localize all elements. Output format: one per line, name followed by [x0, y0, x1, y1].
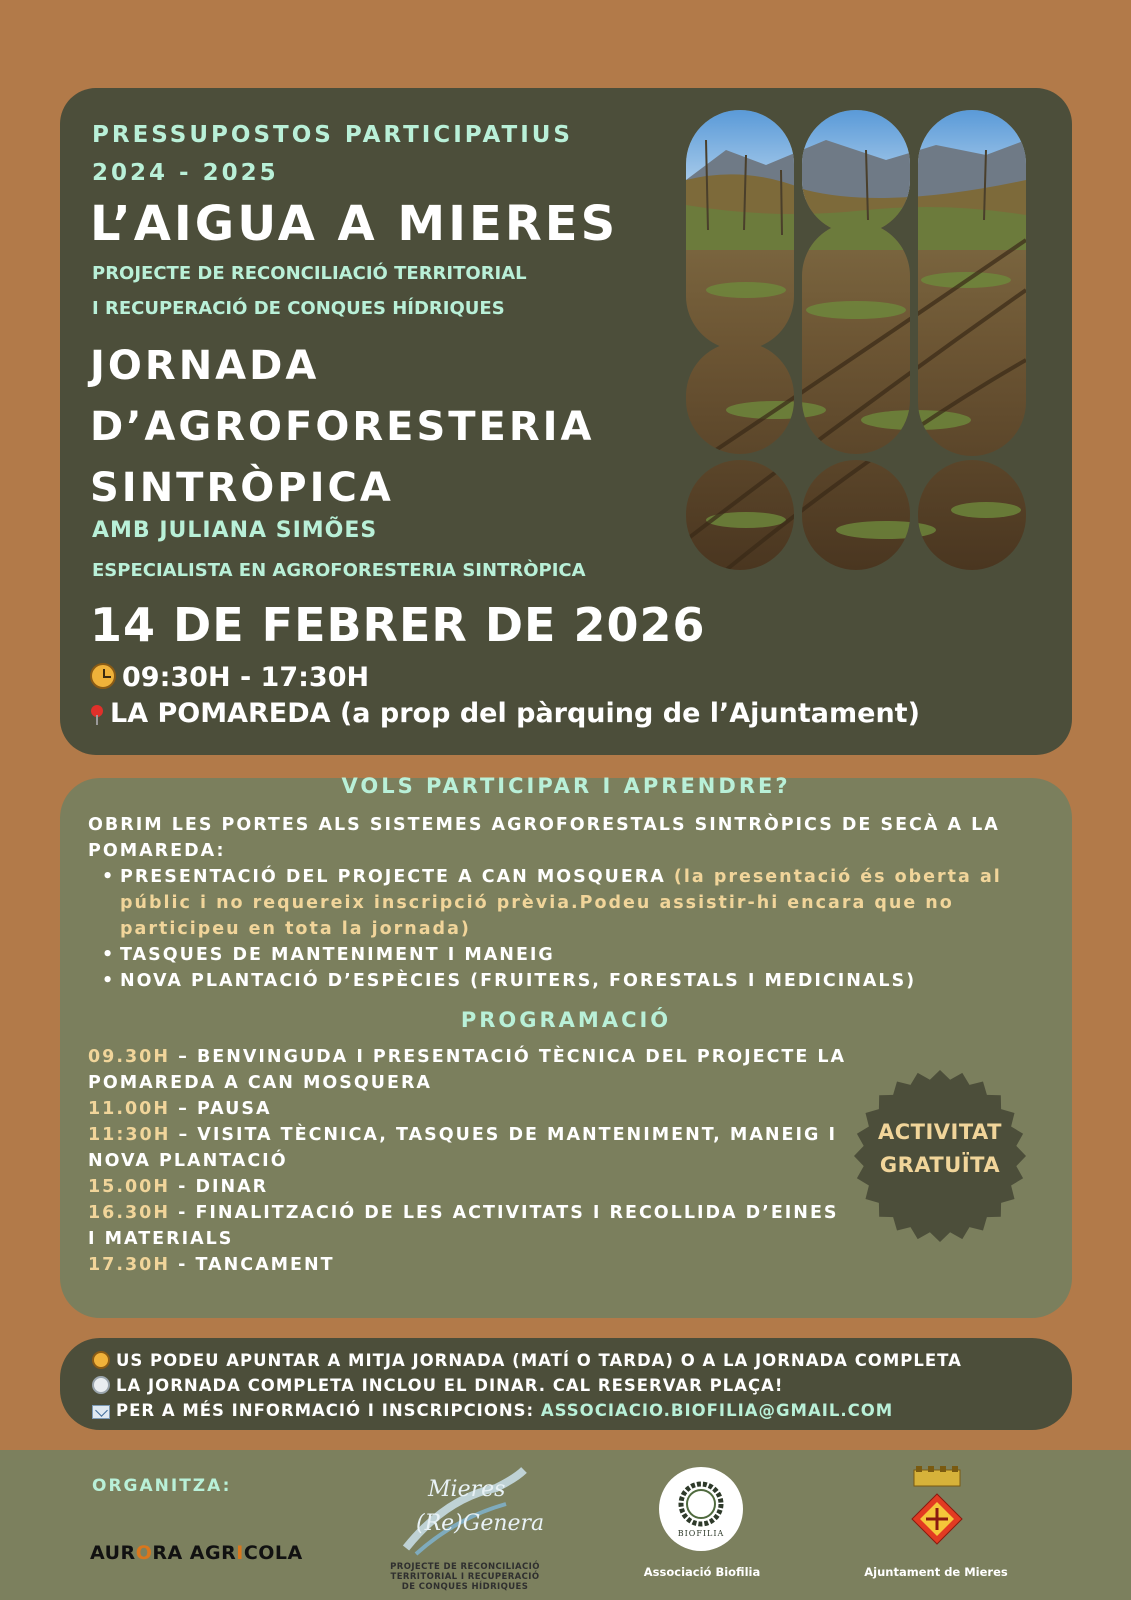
info-text: PER A MÉS INFORMACIÓ I INSCRIPCIONS:: [116, 1401, 535, 1420]
event-line-3: SINTRÒPICA: [90, 465, 394, 511]
schedule-row: [88, 1044, 848, 1096]
footer: [0, 1450, 1131, 1600]
schedule: [88, 1044, 848, 1278]
project-title: L’AIGUA A MIERES: [90, 196, 619, 252]
badge-text: [852, 1116, 1028, 1182]
ajuntament-name: Ajuntament de Mieres: [864, 1565, 1008, 1579]
list-item: [120, 968, 1058, 994]
activity-note: (la presentació és oberta al públic i no requereix inscripció prèvia.Podeu assistir-hi encara que no participeu en tota la jornada): [120, 867, 1002, 939]
schedule-text: BENVINGUDA I PRESENTACIÓ TÈCNICA DEL PROJECTE LA POMAREDA A CAN MOSQUERA: [88, 1047, 847, 1093]
activity-list: [88, 864, 1058, 994]
kicker-line-1: PRESSUPOSTOS PARTICIPATIUS: [92, 122, 573, 148]
event-line-2: D’AGROFORESTERIA: [90, 404, 595, 450]
info-line: [92, 1398, 962, 1423]
event-title: [90, 336, 595, 519]
project-subtitle: [92, 256, 527, 326]
badge-line-1: ACTIVITAT: [877, 1120, 1002, 1144]
schedule-separator: -: [170, 1203, 196, 1223]
info-line: [92, 1348, 962, 1373]
schedule-time: 09.30H: [88, 1047, 170, 1067]
activity-text: PRESENTACIÓ DEL PROJECTE A CAN MOSQUERA: [120, 867, 666, 887]
logo-text: BIOFILIA: [677, 1529, 725, 1538]
place-text: LA POMAREDA (a prop del pàrquing de l’Ajuntament): [110, 698, 920, 729]
envelope-icon: [92, 1405, 110, 1419]
activity-text: TASQUES DE MANTENIMENT I MANEIG: [120, 945, 555, 965]
schedule-text: VISITA TÈCNICA, TASQUES DE MANTENIMENT, MANEIG I NOVA PLANTACIÓ: [88, 1125, 837, 1171]
info-text: LA JORNADA COMPLETA INCLOU EL DINAR. CAL RESERVAR PLAÇA!: [116, 1376, 784, 1395]
contact-email-link[interactable]: ASSOCIACIO.BIOFILIA@GMAIL.COM: [540, 1401, 894, 1420]
subtitle-line-1: PROJECTE DE RECONCILIACIÓ TERRITORIAL: [92, 263, 527, 284]
program-heading: PROGRAMACIÓ: [460, 1008, 672, 1032]
clock-icon: [90, 663, 116, 689]
schedule-time: 17.30H: [88, 1255, 170, 1275]
map-pin-icon: [90, 705, 104, 725]
mieres-coat-of-arms: [906, 1464, 968, 1548]
budget-kicker: [92, 116, 573, 192]
kicker-line-2: 2024 - 2025: [92, 160, 279, 186]
event-line-1: JORNADA: [90, 343, 320, 389]
program-description: [88, 812, 1058, 994]
schedule-text: TANCAMENT: [195, 1255, 335, 1275]
logo-text: AUR: [90, 1542, 136, 1564]
info-text: US PODEU APUNTAR A MITJA JORNADA (MATÍ O TARDA) O A LA JORNADA COMPLETA: [116, 1351, 962, 1370]
logo-text: (Re)Genera: [416, 1511, 545, 1536]
schedule-time: 11:30H: [88, 1125, 171, 1145]
schedule-text: PAUSA: [196, 1099, 272, 1119]
event-date: 14 DE FEBRER DE 2026: [90, 598, 706, 652]
activity-text: NOVA PLANTACIÓ D’ESPÈCIES (FRUITERS, FORESTALS I MEDICINALS): [120, 971, 917, 991]
info-bar: [60, 1338, 1072, 1430]
info-lines: [92, 1348, 962, 1423]
logo-text: COLA: [243, 1542, 303, 1564]
plate-icon: [92, 1376, 110, 1394]
aurora-agricola-logo: [90, 1542, 303, 1564]
schedule-separator: -: [170, 1177, 196, 1197]
mieres-logo-caption: PROJECTE DE RECONCILIACIÓ TERRITORIAL I RECUPERACIÓ DE CONQUES HÍDRIQUES: [390, 1562, 540, 1592]
schedule-time: 15.00H: [88, 1177, 170, 1197]
schedule-separator: –: [170, 1099, 197, 1119]
biofilia-name: Associació Biofilia: [643, 1565, 761, 1579]
schedule-separator: –: [170, 1125, 198, 1145]
schedule-time: 16.30H: [88, 1203, 170, 1223]
subtitle-line-2: I RECUPERACIÓ DE CONQUES HÍDRIQUES: [92, 298, 505, 319]
schedule-text: DINAR: [195, 1177, 269, 1197]
schedule-row: [88, 1174, 848, 1200]
schedule-separator: -: [170, 1255, 196, 1275]
program-card: [60, 774, 1072, 1318]
logo-text: Mieres: [428, 1477, 506, 1502]
program-intro: OBRIM LES PORTES ALS SISTEMES AGROFORESTALS SINTRÒPICS DE SECÀ A LA POMAREDA:: [88, 815, 1000, 861]
schedule-separator: –: [170, 1047, 197, 1067]
badge-line-2: GRATUÏTA: [879, 1153, 1001, 1177]
time-text: 09:30H - 17:30H: [122, 662, 370, 693]
field-photo-collage: [686, 110, 1026, 570]
schedule-text: FINALITZACIÓ DE LES ACTIVITATS I RECOLLIDA D’EINES I MATERIALS: [88, 1203, 839, 1249]
clock-icon: [92, 1351, 110, 1369]
schedule-row: [88, 1252, 848, 1278]
logo-text: I: [236, 1542, 244, 1564]
logo-text: RA AGR: [152, 1542, 237, 1564]
organizer-label: ORGANITZA:: [92, 1476, 232, 1496]
hero-card: [60, 88, 1072, 755]
speaker-role: ESPECIALISTA EN AGROFORESTERIA SINTRÒPICA: [92, 560, 586, 581]
schedule-row: [88, 1200, 848, 1252]
list-item: [120, 942, 1058, 968]
schedule-row: [88, 1122, 848, 1174]
participation-question: VOLS PARTICIPAR I APRENDRE?: [341, 774, 791, 798]
list-item: [120, 864, 1058, 942]
info-line: [92, 1373, 962, 1398]
biofilia-logo: [658, 1466, 744, 1552]
event-time: [90, 662, 369, 693]
schedule-time: 11.00H: [88, 1099, 170, 1119]
free-activity-badge: [852, 1068, 1028, 1244]
logo-text: O: [135, 1542, 153, 1564]
schedule-row: [88, 1096, 848, 1122]
event-place: [90, 698, 920, 729]
speaker-name: AMB JULIANA SIMÕES: [92, 518, 378, 543]
